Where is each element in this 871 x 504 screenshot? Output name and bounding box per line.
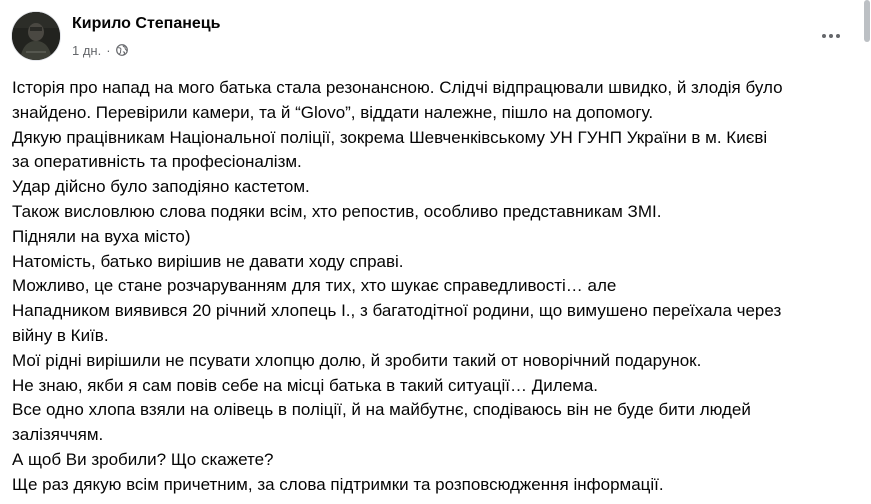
post-line: Історія про напад на мого батька стала резонансною. Слідчі відпрацювали швидко, й злодія було — [12, 78, 783, 97]
post-line: Не знаю, якби я сам повів себе на місці батька в такий ситуації… Дилема. — [12, 375, 598, 395]
post-line: Удар дійсно було заподіяно кастетом. — [12, 177, 310, 197]
scrollbar-thumb[interactable] — [864, 0, 870, 42]
post-line: залізяччям. — [12, 425, 104, 445]
post-line: війну в Київ. — [12, 325, 109, 345]
post-line: Натомість, батько вирішив не давати ходу справі. — [12, 251, 404, 271]
post-line: Мої рідні вирішили не псувати хлопцю долю, й зробити такий от новорічний подарунок. — [12, 350, 702, 370]
post-line: Все одно хлопа взяли на олівець в поліції, й на майбутнє, сподіваюсь він не буде бити людей — [12, 400, 751, 420]
post-timestamp[interactable]: 1 дн. — [72, 42, 102, 58]
scrollbar[interactable] — [863, 0, 871, 504]
post-line: знайдено. Перевірили камери, та й “Glovo”, віддати належне, пішло на допомогу. — [12, 102, 654, 122]
more-options-button[interactable] — [813, 20, 849, 52]
post-line: за оперативність та професіоналізм. — [12, 152, 302, 172]
globe-icon[interactable] — [116, 44, 128, 56]
post-meta — [72, 41, 128, 59]
post-line: Ще раз дякую всім причетним, за слова підтримки та розповсюдження інформації. — [12, 474, 664, 494]
post-line: А щоб Ви зробили? Що скажете? — [12, 449, 274, 469]
post-line: Нападником виявився 20 річний хлопець І., з багатодітної родини, що вимушено переїхала через — [12, 301, 782, 321]
more-horizontal-icon — [822, 34, 840, 38]
avatar[interactable] — [11, 11, 61, 61]
post-line: Також висловлюю слова подяки всім, хто репостив, особливо представникам ЗМІ. — [12, 201, 662, 221]
post-text — [12, 76, 858, 498]
post-line: Можливо, це стане розчаруванням для тих, хто шукає справедливості… але — [12, 276, 617, 296]
post-line: Дякую працівникам Національної поліції, зокрема Шевченківському УН ГУНП України в м. Києві — [12, 127, 768, 147]
author-name[interactable]: Кирило Степанець — [72, 15, 221, 32]
meta-separator: · — [106, 42, 111, 58]
post-line: Підняли на вуха місто) — [12, 226, 191, 246]
